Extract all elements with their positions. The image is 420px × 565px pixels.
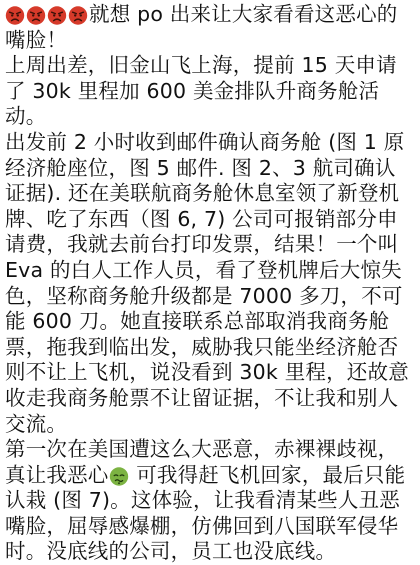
post-text-conclusion-end: 可我得赶飞机回家，最后只能认栽 (图 7)。这体验，让我看清某些人丑恶嘴脸，屈辱感爆棚，仿佛回到八国联军侵华时。没底线的公司，员工也没底线。 (5, 462, 406, 564)
angry-face-icon (5, 5, 25, 25)
post-paragraph-trip (5, 53, 416, 130)
angry-face-icon (26, 5, 46, 25)
post-text-incident: 出发前 2 小时收到邮件确认商务舱 (图 1 原经济舱座位，图 5 邮件. 图 2、3 航司确认证据). 还在美联航商务舱休息室领了新登机牌、吃了东西（图 6, 7) 公司可报销部分申请费，我就去前台打印发票，结果！一个叫 Eva 的白人工作人员，看了登机牌后大惊失色，坚称商务舱升级都是 7000 多刀，不可能 600 刀。她直接联系总部取消我商务舱票，拖我到临出发，威胁我只能坐经济舱否则不让上飞机，说没看到 30k 里程，还故意收走我商务舱票不让留证据，不让我和别人交流。 (5, 129, 409, 436)
post-text-conclusion-start: 第一次在美国遭这么大恶意，赤裸裸歧视，真让我恶心 (5, 437, 399, 487)
angry-face-icon (68, 5, 88, 25)
post-text-intro: 就想 po 出来让大家看看这恶心的嘴脸！ (5, 2, 398, 52)
post-paragraph-intro (5, 2, 416, 53)
post-text-trip: 上周出差，旧金山飞上海，提前 15 天申请了 30k 里程加 600 美金排队升商务舱活动。 (5, 53, 397, 129)
nauseated-face-icon (109, 466, 129, 486)
angry-face-icon (47, 5, 67, 25)
post-paragraph-conclusion (5, 437, 416, 565)
post-paragraph-incident (5, 130, 416, 437)
